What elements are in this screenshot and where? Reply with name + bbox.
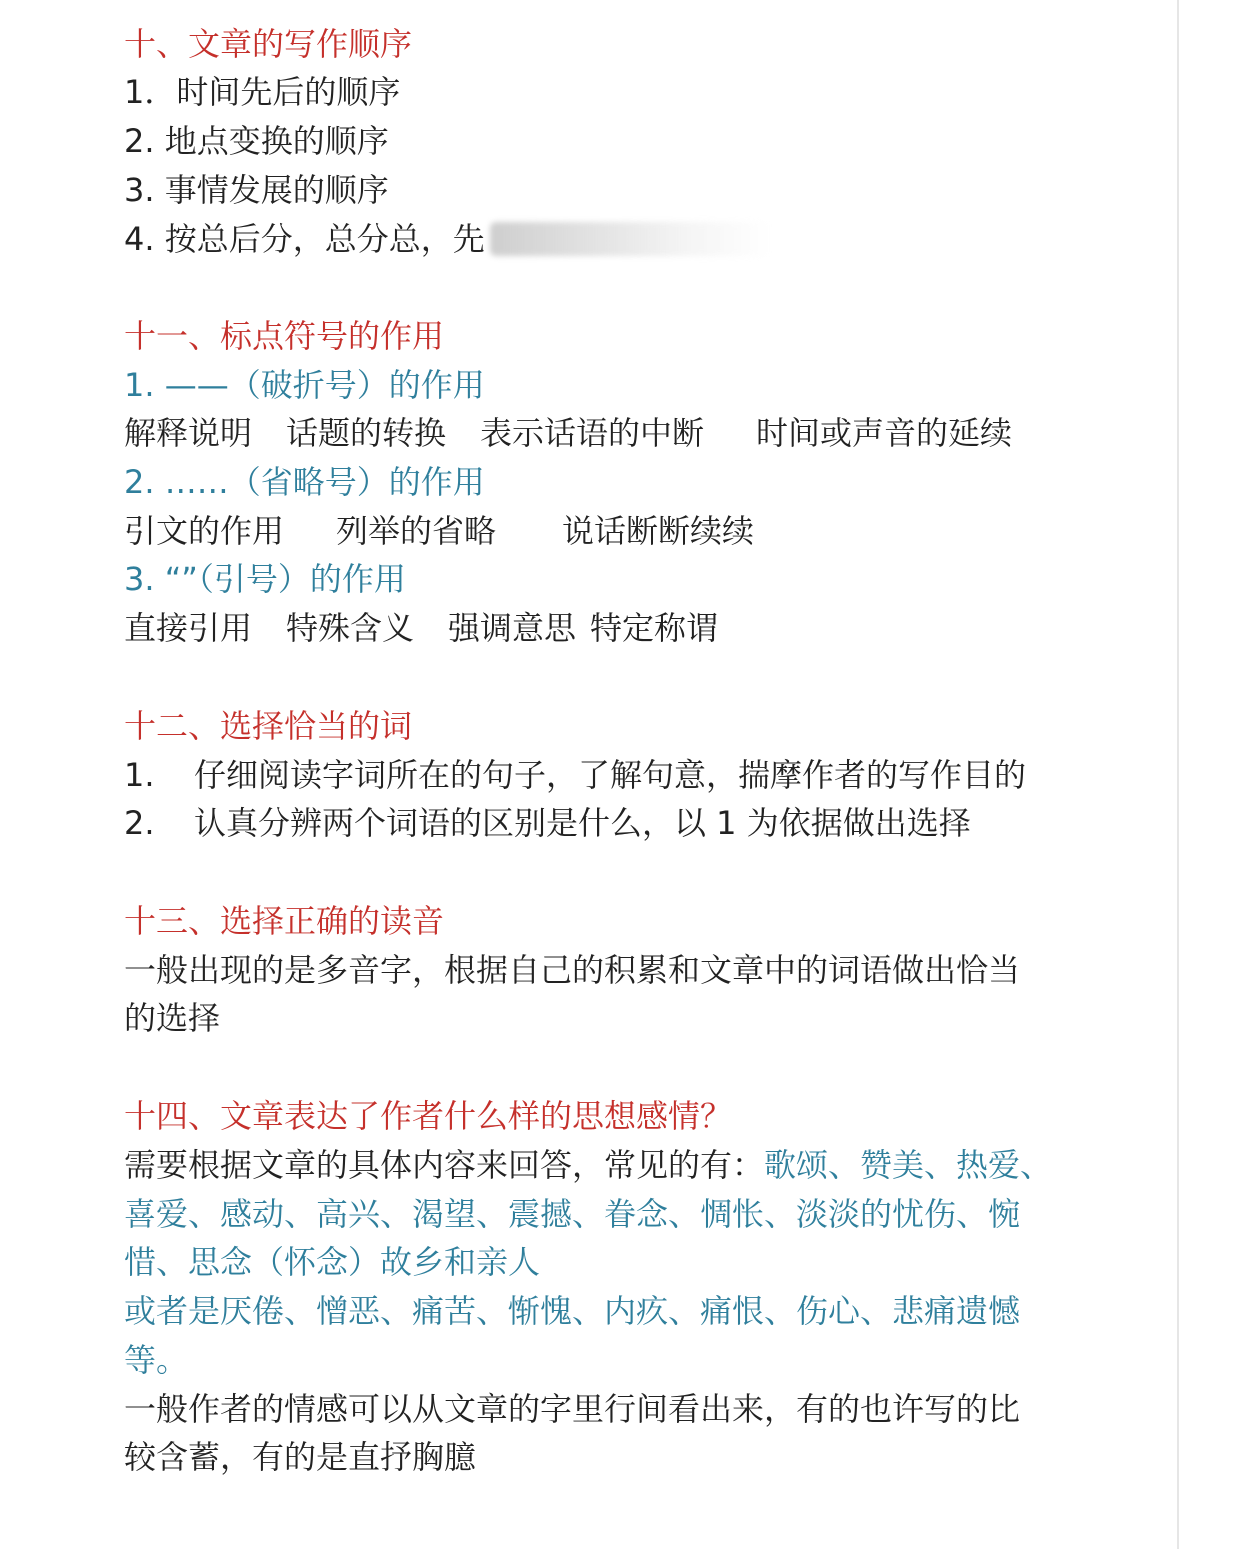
s12-item-number: 1.	[124, 756, 155, 794]
s11-sub-dash: 1. ——（破折号）的作用	[124, 366, 485, 404]
s10-item-4: 4. 按总后分，总分总，先	[124, 220, 485, 258]
s11-dash-uses	[124, 413, 1012, 453]
s13-body-line-1: 一般出现的是多音字，根据自己的积累和文章中的词语做出恰当	[124, 951, 1021, 989]
blurred-text-region	[490, 222, 770, 256]
s10-item-3: 3. 事情发展的顺序	[124, 171, 389, 209]
quote-use: 直接引用	[124, 609, 253, 647]
dash-use: 表示话语的中断	[480, 414, 705, 452]
s14-negative-line-2: 等。	[124, 1341, 189, 1379]
s14-positive-emotions: 歌颂、赞美、热爱、	[764, 1146, 1053, 1184]
s12-item-2	[124, 803, 971, 843]
s14-closing-line-2: 较含蓄，有的是直抒胸臆	[124, 1438, 477, 1476]
s14-intro-line	[124, 1145, 1052, 1185]
s14-positive-line-3: 惜、思念（怀念）故乡和亲人	[124, 1243, 541, 1281]
s13-body-line-2: 的选择	[124, 999, 221, 1037]
dash-use: 话题的转换	[286, 414, 447, 452]
dash-use: 解释说明	[124, 414, 253, 452]
s12-item-1	[124, 755, 1026, 795]
s10-item-1: 1．时间先后的顺序	[124, 73, 401, 111]
s11-sub-ellipsis: 2. ……（省略号）的作用	[124, 463, 485, 501]
quote-use: 强调意思	[448, 609, 577, 647]
page-edge-divider	[1177, 0, 1179, 1549]
s12-item-number: 2.	[124, 804, 155, 842]
s11-sub-quotes: 3. “”（引号）的作用	[124, 560, 406, 598]
s10-item-2: 2. 地点变换的顺序	[124, 122, 389, 160]
s14-positive-line-2: 喜爱、感动、高兴、渴望、震撼、眷念、惆怅、淡淡的忧伤、惋	[124, 1195, 1021, 1233]
s12-item-text: 认真分辨两个词语的区别是什么，以 1 为依据做出选择	[194, 804, 971, 842]
ellipsis-use: 说话断断续续	[562, 512, 755, 550]
dash-use: 时间或声音的延续	[756, 414, 1013, 452]
quote-use: 特定称谓	[590, 609, 719, 647]
section-10-heading: 十、文章的写作顺序	[124, 25, 413, 63]
s14-intro: 需要根据文章的具体内容来回答，常见的有：	[124, 1146, 765, 1184]
section-12-heading: 十二、选择恰当的词	[124, 707, 413, 745]
s14-negative-line-1: 或者是厌倦、憎恶、痛苦、惭愧、内疚、痛恨、伤心、悲痛遗憾	[124, 1292, 1021, 1330]
quote-use: 特殊含义	[286, 609, 415, 647]
ellipsis-use: 列举的省略	[336, 512, 497, 550]
section-11-heading: 十一、标点符号的作用	[124, 317, 445, 355]
section-14-heading: 十四、文章表达了作者什么样的思想感情？	[124, 1097, 733, 1135]
section-13-heading: 十三、选择正确的读音	[124, 902, 445, 940]
s11-ellipsis-uses	[124, 511, 754, 551]
s11-quote-uses	[124, 608, 718, 648]
s14-closing-line-1: 一般作者的情感可以从文章的字里行间看出来，有的也许写的比	[124, 1390, 1021, 1428]
ellipsis-use: 引文的作用	[124, 512, 285, 550]
s12-item-text: 仔细阅读字词所在的句子，了解句意，揣摩作者的写作目的	[194, 756, 1027, 794]
